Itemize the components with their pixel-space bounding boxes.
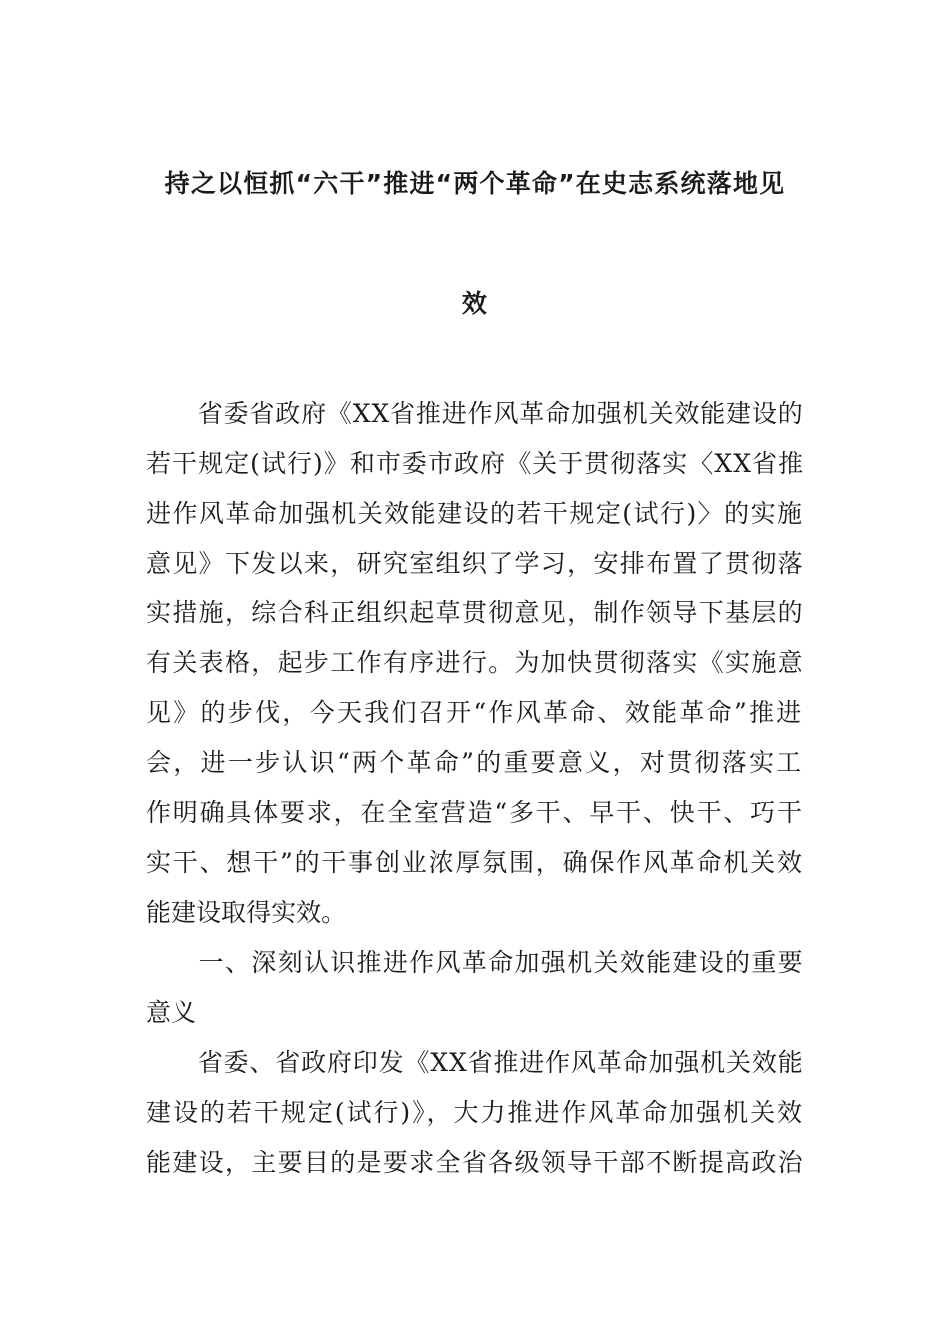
body-line: 进作风革命加强机关效能建设的若干规定(试行)〉的实施 xyxy=(146,499,804,528)
body-line: 有关表格，起步工作有序进行。为加快贯彻落实《实施意 xyxy=(146,648,805,677)
body-line: 能建设，主要目的是要求全省各级领导干部不断提高政治 xyxy=(146,1148,805,1177)
body-line: 实干、想干”的干事创业浓厚氛围，确保作风革命机关效 xyxy=(146,848,804,877)
body-line: 意见》下发以来，研究室组织了学习，安排布置了贯彻落 xyxy=(146,549,805,578)
body-line: 实措施，综合科正组织起草贯彻意见，制作领导下基层的 xyxy=(146,598,805,627)
section-heading-line: 意义 xyxy=(146,998,197,1027)
body-line: 省委省政府《XX省推进作风革命加强机关效能建设的 xyxy=(146,399,804,428)
body-line: 省委、省政府印发《XX省推进作风革命加强机关效能 xyxy=(146,1048,804,1077)
body-line: 能建设取得实效。 xyxy=(146,898,347,927)
body-line: 建设的若干规定(试行)》，大力推进作风革命加强机关效 xyxy=(146,1098,805,1127)
body-line: 作明确具体要求，在全室营造“多干、早干、快干、巧干 xyxy=(146,798,804,827)
section-heading-line: 一、深刻认识推进作风革命加强机关效能建设的重要 xyxy=(146,948,805,977)
body-line: 若干规定(试行)》和市委市政府《关于贯彻落实〈XX省推 xyxy=(146,449,805,478)
body-line: 会，进一步认识“两个革命”的重要意义，对贯彻落实工 xyxy=(146,748,804,777)
title-line-1: 持之以恒抓“六干”推进“两个革命”在史志系统落地见 xyxy=(164,169,786,198)
title-line-2: 效 xyxy=(461,289,489,318)
body-line: 见》的步伐，今天我们召开“作风革命、效能革命”推进 xyxy=(146,698,804,727)
